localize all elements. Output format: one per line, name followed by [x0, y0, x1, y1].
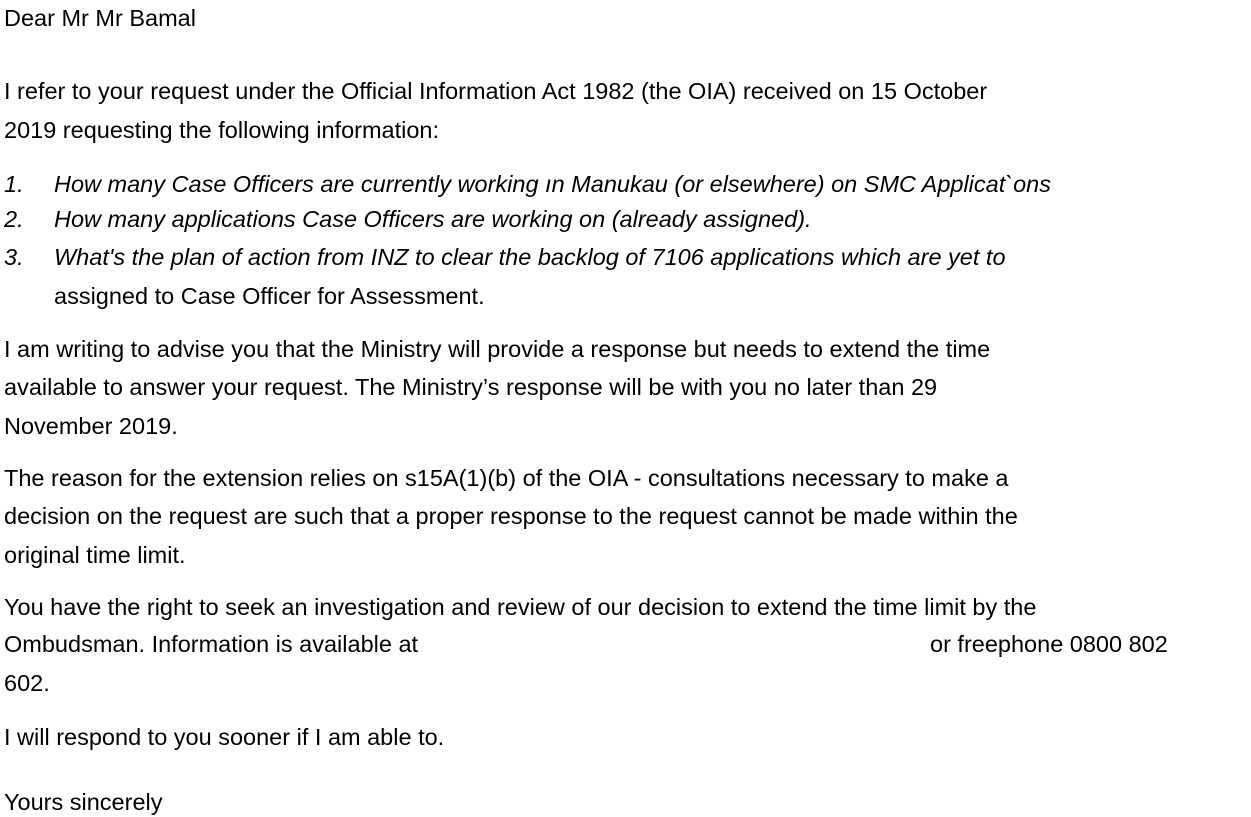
reason-line-3: original time limit. [4, 542, 186, 568]
rights-line-1: You have the right to seek an investigation and review of our decision to extend the time limit by the [4, 594, 1037, 620]
extension-line-1: I am writing to advise you that the Ministry will provide a response but needs to extend the time [4, 336, 991, 362]
request-1-text: How many Case Officers are currently working ın Manukau (or elsewhere) on SMC Applicat`ons [54, 171, 1051, 197]
request-2-text: How many applications Case Officers are working on (already assigned). [54, 206, 812, 232]
request-2-number: 2. [4, 206, 24, 232]
redacted-area [510, 630, 920, 658]
salutation: Dear Mr Mr Bamal [4, 5, 196, 31]
intro-line-2: 2019 requesting the following information: [4, 117, 440, 143]
intro-line-1: I refer to your request under the Official Information Act 1982 (the OIA) received on 15 October [4, 78, 988, 104]
rights-line-3: 602. [4, 670, 50, 696]
extension-line-2: available to answer your request. The Ministry’s response will be with you no later than 29 [4, 374, 938, 400]
extension-line-3: November 2019. [4, 413, 178, 439]
request-3-continuation: assigned to Case Officer for Assessment. [54, 283, 485, 309]
request-1-number: 1. [4, 171, 24, 197]
request-3-text: What's the plan of action from INZ to clear the backlog of 7106 applications which are yet to [54, 244, 1006, 270]
closing: Yours sincerely [4, 789, 163, 815]
respond-sooner: I will respond to you sooner if I am able to. [4, 724, 445, 750]
reason-line-1: The reason for the extension relies on s15A(1)(b) of the OIA - consultations necessary to make a [4, 465, 1009, 491]
rights-line-2a: Ombudsman. Information is available at [4, 631, 419, 657]
reason-line-2: decision on the request are such that a proper response to the request cannot be made within the [4, 503, 1018, 529]
rights-line-2b: or freephone 0800 802 [930, 631, 1168, 657]
request-3-number: 3. [4, 244, 24, 270]
